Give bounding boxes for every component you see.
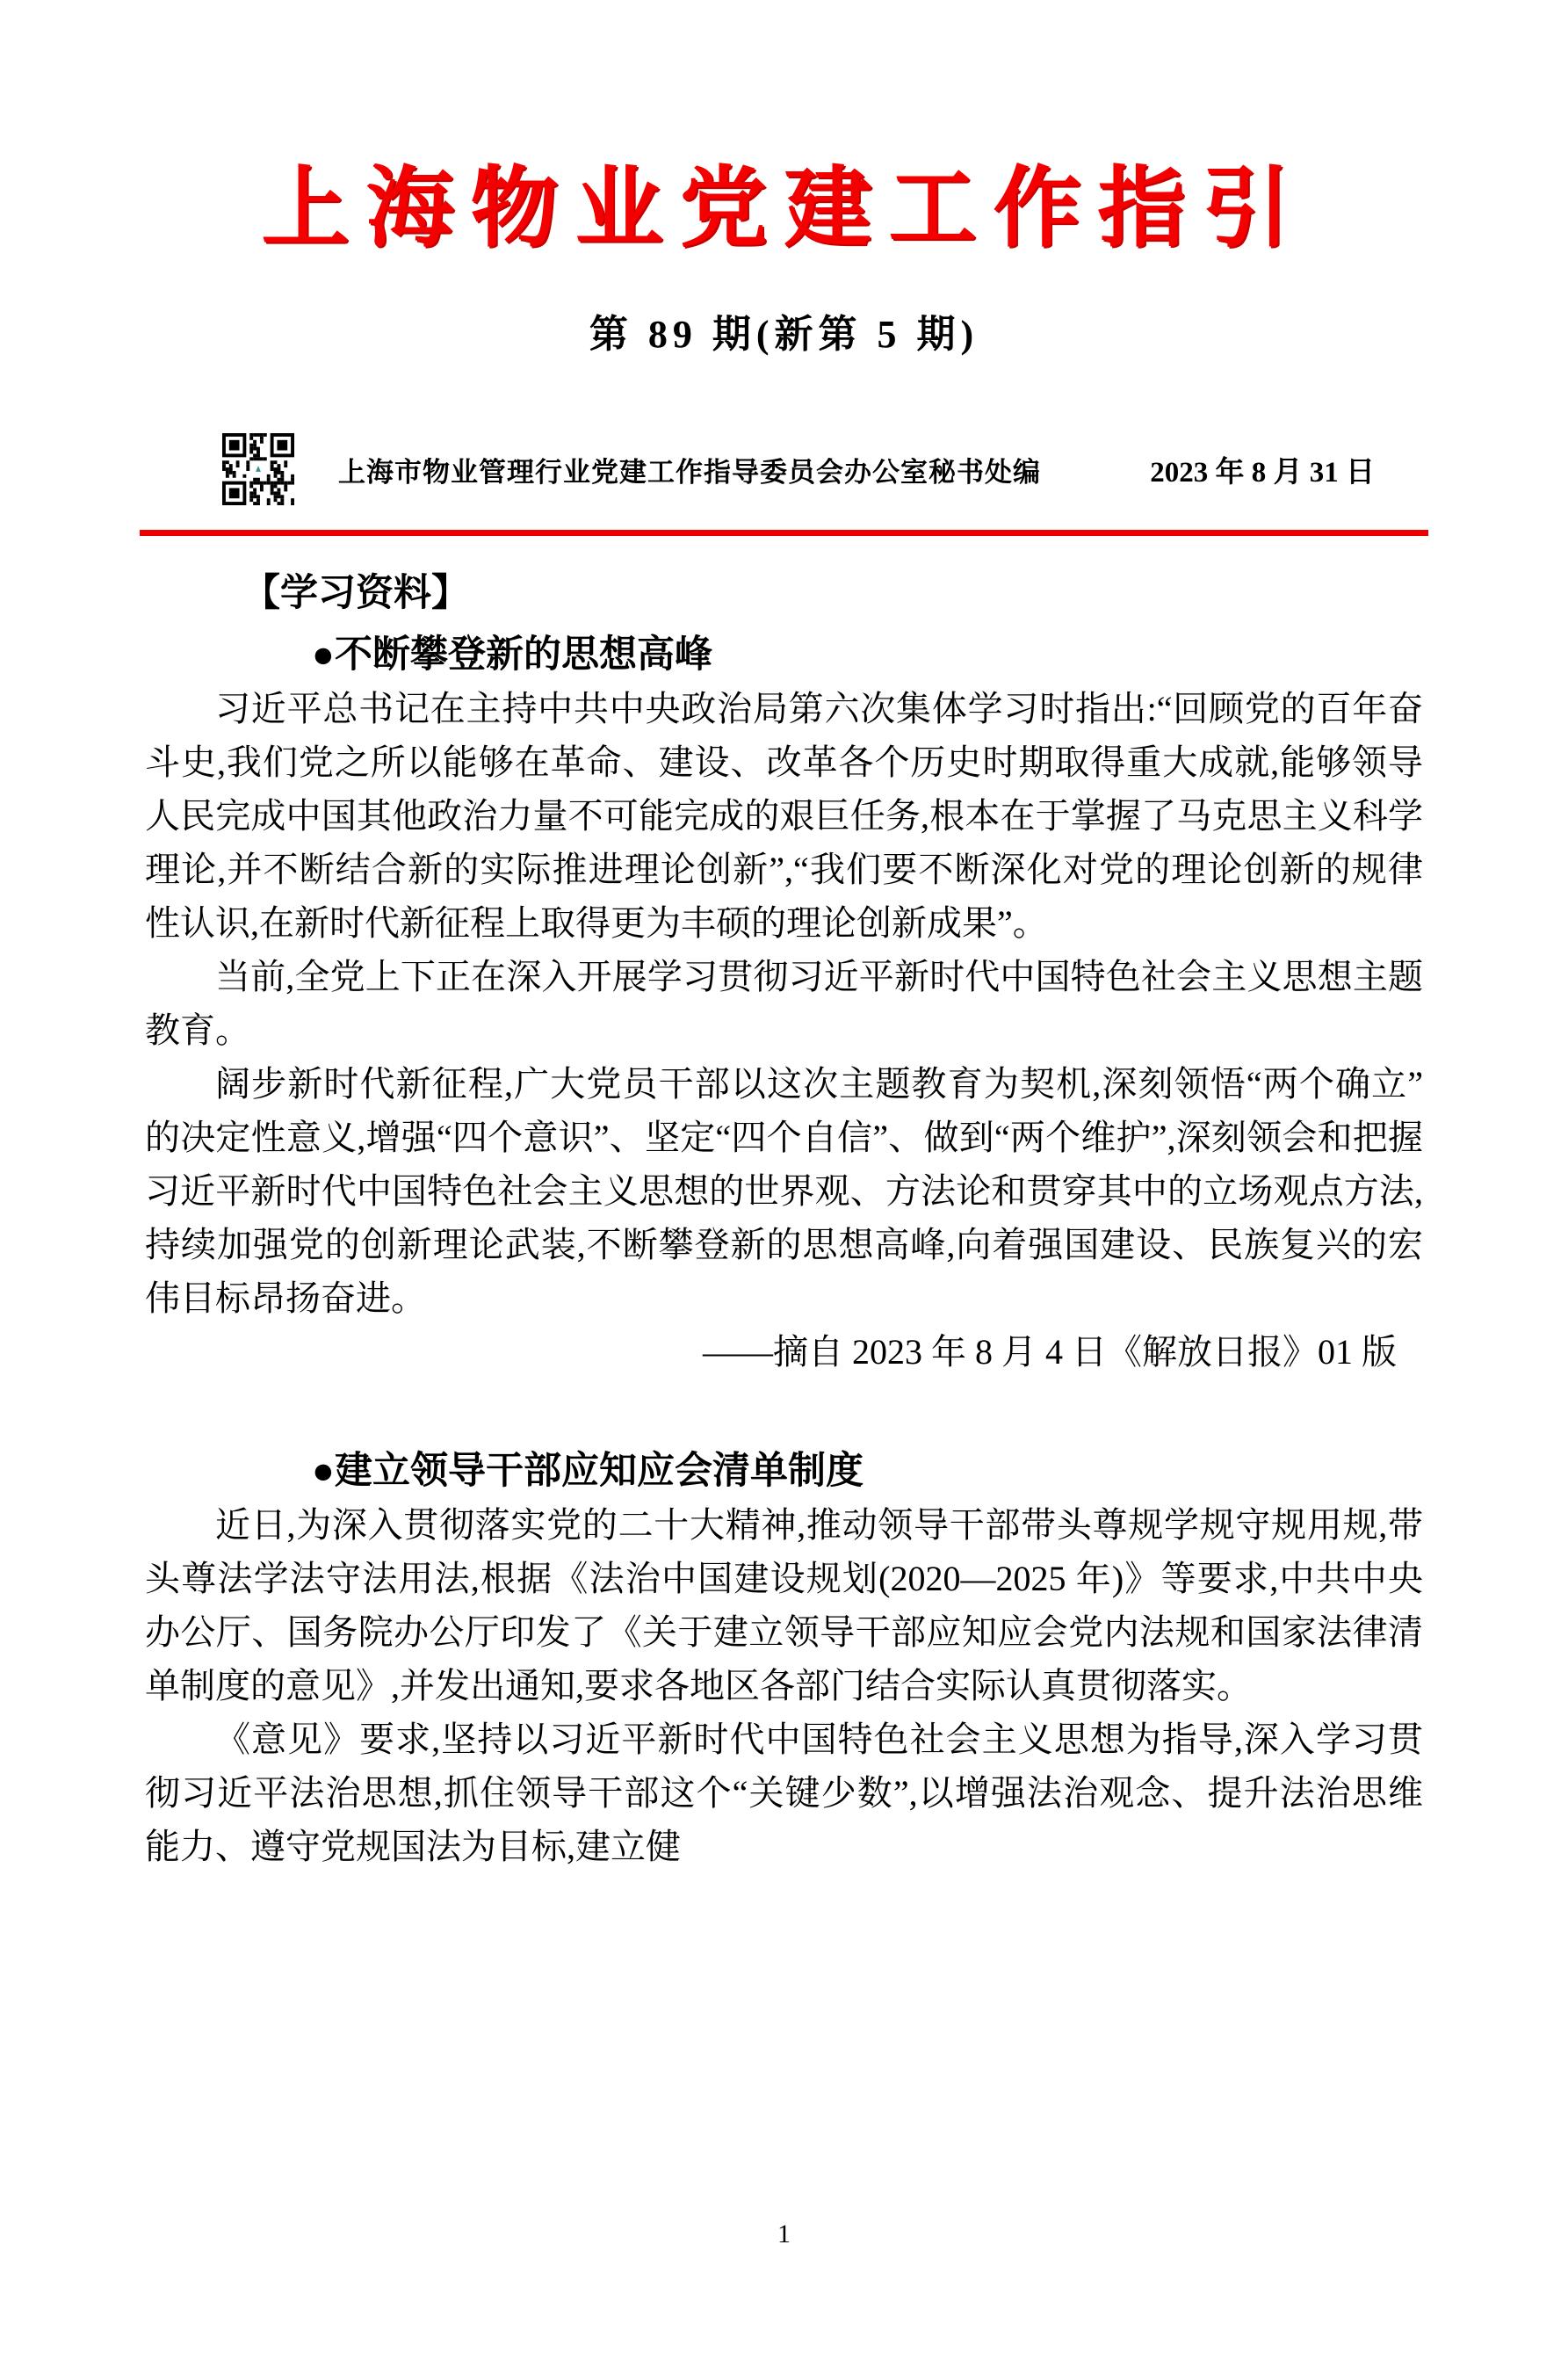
article-1-paragraph-2: 当前,全党上下正在深入开展学习贯彻习近平新时代中国特色社会主义思想主题教育。 bbox=[145, 957, 1423, 1050]
header bbox=[145, 433, 1423, 505]
article-2 bbox=[145, 1445, 1423, 1873]
article-1-attribution: ——摘自 2023 年 8 月 4 日《解放日报》01 版 bbox=[703, 1332, 1397, 1372]
qr-code-svg bbox=[222, 433, 294, 505]
article-1-heading: ●不断攀登新的思想高峰 bbox=[312, 634, 712, 676]
page-number: 1 bbox=[777, 2219, 791, 2248]
section-label: 【学习资料】 bbox=[242, 572, 469, 614]
article-2-paragraph-1: 近日,为深入贯彻落实党的二十大精神,推动领导干部带头尊规学规守规用规,带头尊法学法守法用法,根据《法治中国建设规划(2020—2025 年)》等要求,中共中央办公厅、国务院办公厅印发了《关于建立领导干部应知应会党内法规和国家法律清单制度的意见》,并发出通知,要求各地区各部门结合实际认真贯彻落实。 bbox=[145, 1505, 1423, 1705]
issue-number: 第 89 期(新第 5 期) bbox=[589, 313, 979, 356]
divider-rule bbox=[140, 530, 1428, 536]
article-2-heading: ●建立领导干部应知应会清单制度 bbox=[312, 1450, 863, 1492]
article-2-paragraph-2: 《意见》要求,坚持以习近平新时代中国特色社会主义思想为指导,深入学习贯彻习近平法治思想,抓住领导干部这个“关键少数”,以增强法治观念、提升法治思维能力、遵守党规国法为目标,建立健 bbox=[145, 1720, 1423, 1866]
qr-code-icon bbox=[222, 433, 294, 505]
publish-date: 2023 年 8 月 31 日 bbox=[1150, 456, 1375, 489]
document-page bbox=[0, 156, 1568, 2248]
article-1 bbox=[145, 628, 1423, 1379]
article-1-paragraph-3: 阔步新时代新征程,广大党员干部以这次主题教育为契机,深刻领悟“两个确立”的决定性意义,增强“四个意识”、坚定“四个自信”、做到“两个维护”,深刻领会和把握习近平新时代中国特色社会主义思想的世界观、方法论和贯穿其中的立场观点方法,持续加强党的创新理论武装,不断攀登新的思想高峰,向着强国建设、民族复兴的宏伟目标昂扬奋进。 bbox=[145, 1064, 1423, 1318]
article-1-paragraph-1: 习近平总书记在主持中共中央政治局第六次集体学习时指出:“回顾党的百年奋斗史,我们党之所以能够在革命、建设、改革各个历史时期取得重大成就,能够领导人民完成中国其他政治力量不可能完成的艰巨任务,根本在于掌握了马克思主义科学理论,并不断结合新的实际推进理论创新”,“我们要不断深化对党的理论创新的规律性认识,在新时代新征程上取得更为丰硕的理论创新成果”。 bbox=[145, 689, 1423, 943]
editor-line: 上海市物业管理行业党建工作指导委员会办公室秘书处编 bbox=[338, 456, 1041, 488]
page-title: 上海物业党建工作指引 bbox=[261, 160, 1307, 257]
